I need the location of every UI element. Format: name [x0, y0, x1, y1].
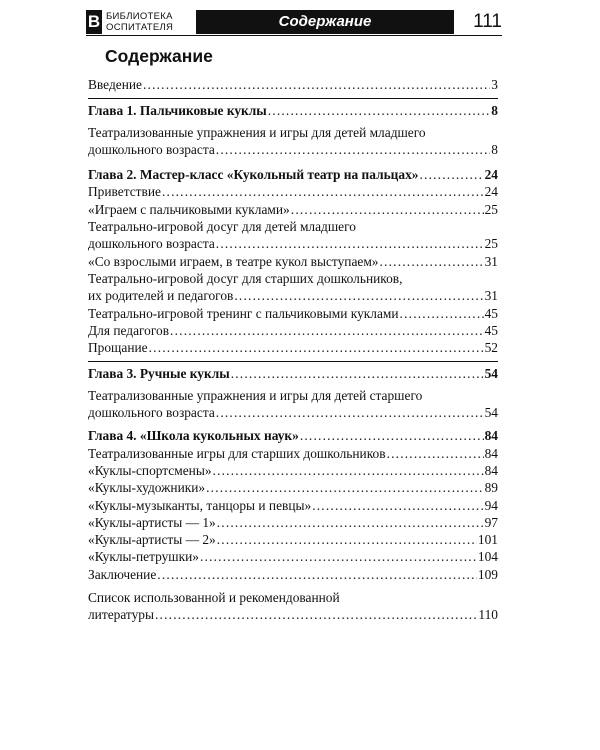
toc-entry[interactable]	[88, 76, 498, 93]
dot-leader	[200, 548, 477, 565]
series-logo-letter: B	[86, 10, 102, 34]
dot-leader	[213, 462, 484, 479]
toc-entry[interactable]	[88, 305, 498, 322]
toc-entry[interactable]	[88, 322, 498, 339]
dot-leader	[234, 287, 483, 304]
toc-entry[interactable]	[88, 218, 498, 253]
header-rule	[86, 35, 502, 36]
dot-leader	[300, 427, 484, 444]
divider	[88, 98, 498, 99]
dot-leader	[231, 365, 484, 382]
toc-entry-title: дошкольного возраста	[88, 405, 215, 421]
toc-entry-title: Глава 1. Пальчиковые куклы	[88, 103, 267, 119]
toc-entry-title: Введение	[88, 77, 142, 92]
dot-leader	[143, 76, 490, 93]
toc-entry-title: дошкольного возраста	[88, 141, 215, 157]
toc-entry-page: 31	[484, 288, 498, 304]
toc-entry-title: Глава 3. Ручные куклы	[88, 366, 230, 382]
toc-entry-title: дошкольного возраста	[88, 236, 215, 252]
running-header	[86, 10, 502, 36]
toc-entry[interactable]	[88, 124, 498, 159]
toc-entry-title-line1: Театрализованные упражнения и игры для детей старшего	[88, 387, 423, 403]
dot-leader	[162, 183, 484, 200]
toc-entry-page: 89	[484, 480, 498, 496]
toc-entry-page: 54	[484, 405, 498, 421]
toc-entry-page: 84	[484, 428, 498, 444]
toc-entry-title: «Со взрослыми играем, в театре кукол выступаем»	[88, 253, 379, 269]
toc-entry-title: Для педагогов	[88, 322, 170, 338]
dot-leader	[170, 322, 484, 339]
dot-leader	[217, 531, 477, 548]
toc-entry-title: Глава 4. «Школа кукольных наук»	[88, 428, 299, 444]
toc-entry-page: 8	[491, 141, 498, 157]
toc-entry[interactable]	[88, 497, 498, 514]
toc-entry-title: Театрализованные игры для старших дошкольников	[88, 445, 386, 461]
dot-leader	[291, 201, 484, 218]
toc-entry-page: 31	[484, 253, 498, 269]
dot-leader	[206, 479, 483, 496]
toc-entry-page: 94	[484, 497, 498, 513]
toc-entry[interactable]	[88, 270, 498, 305]
dot-leader	[312, 497, 483, 514]
toc-entry-title-line1: Театрально-игровой досуг для старших дошкольников,	[88, 270, 403, 286]
toc-entry-title: Заключение	[88, 566, 157, 582]
toc-entry-page: 101	[477, 532, 498, 548]
dot-leader	[149, 339, 484, 356]
toc-entry-title-line1: Театрально-игровой досуг для детей младшего	[88, 219, 356, 235]
toc-entry-page: 8	[491, 103, 498, 119]
toc-entry-title: «Куклы-петрушки»	[88, 549, 199, 565]
series-name-line1: БИБЛИОТЕКА	[106, 11, 173, 22]
page-number: 111	[473, 11, 502, 32]
dot-leader	[419, 166, 483, 183]
dot-leader	[216, 141, 491, 158]
toc-entry[interactable]	[88, 479, 498, 496]
toc-entry-page: 110	[478, 607, 498, 623]
toc-chapter-entry[interactable]	[88, 166, 498, 183]
toc-entry-page: 25	[484, 236, 498, 252]
toc-entry-title: Приветствие	[88, 184, 161, 200]
table-of-contents	[88, 76, 498, 624]
toc-entry-title: литературы	[88, 607, 154, 623]
dot-leader	[217, 514, 484, 531]
toc-heading: Содержание	[105, 46, 213, 66]
toc-entry-page: 84	[484, 462, 498, 478]
running-title: Содержание	[196, 10, 454, 34]
toc-entry-page: 52	[484, 340, 498, 356]
series-name	[106, 11, 190, 33]
dot-leader	[268, 102, 491, 119]
dot-leader	[157, 566, 477, 583]
toc-chapter-entry[interactable]	[88, 102, 498, 119]
toc-entry-title-line1: Список использованной и рекомендованной	[88, 590, 340, 606]
toc-entry[interactable]	[88, 183, 498, 200]
toc-entry[interactable]	[88, 201, 498, 218]
toc-entry-page: 109	[477, 566, 498, 582]
toc-entry-page: 45	[484, 305, 498, 321]
toc-entry[interactable]	[88, 387, 498, 422]
toc-entry[interactable]	[88, 548, 498, 565]
toc-entry[interactable]	[88, 339, 498, 356]
toc-chapter-entry[interactable]	[88, 365, 498, 382]
toc-entry[interactable]	[88, 589, 498, 624]
toc-entry-title: «Куклы-музыканты, танцоры и певцы»	[88, 497, 312, 513]
toc-entry-page: 84	[484, 445, 498, 461]
toc-entry-page: 3	[491, 77, 498, 92]
toc-entry-page: 25	[484, 201, 498, 217]
toc-entry[interactable]	[88, 514, 498, 531]
divider	[88, 361, 498, 362]
dot-leader	[216, 235, 484, 252]
toc-entry-page: 54	[484, 366, 498, 382]
toc-entry-title: Глава 2. Мастер-класс «Кукольный театр на пальцах»	[88, 167, 419, 183]
toc-chapter-entry[interactable]	[88, 427, 498, 444]
toc-entry-page: 24	[484, 184, 498, 200]
toc-entry-title: их родителей и педагогов	[88, 288, 234, 304]
toc-entry[interactable]	[88, 531, 498, 548]
dot-leader	[400, 305, 484, 322]
toc-entry[interactable]	[88, 462, 498, 479]
toc-entry-page: 45	[484, 322, 498, 338]
dot-leader	[380, 253, 484, 270]
toc-entry-title: Прощание	[88, 340, 148, 356]
dot-leader	[387, 445, 484, 462]
toc-entry[interactable]	[88, 566, 498, 583]
toc-entry-title: «Куклы-спортсмены»	[88, 462, 212, 478]
series-name-line2: ОСПИТАТЕЛЯ	[106, 22, 174, 33]
toc-entry[interactable]	[88, 253, 498, 270]
toc-entry-page: 104	[477, 549, 498, 565]
toc-entry-title-line1: Театрализованные упражнения и игры для детей младшего	[88, 124, 426, 140]
dot-leader	[216, 404, 484, 421]
toc-entry-title: «Куклы-артисты — 2»	[88, 532, 216, 548]
toc-entry-title: Театрально-игровой тренинг с пальчиковыми куклами	[88, 305, 399, 321]
toc-entry-page: 97	[484, 514, 498, 530]
dot-leader	[155, 606, 477, 623]
toc-entry-page: 24	[484, 167, 498, 183]
toc-entry[interactable]	[88, 445, 498, 462]
toc-entry-title: «Куклы-артисты — 1»	[88, 514, 216, 530]
toc-entry-title: «Куклы-художники»	[88, 480, 206, 496]
toc-entry-title: «Играем с пальчиковыми куклами»	[88, 201, 290, 217]
